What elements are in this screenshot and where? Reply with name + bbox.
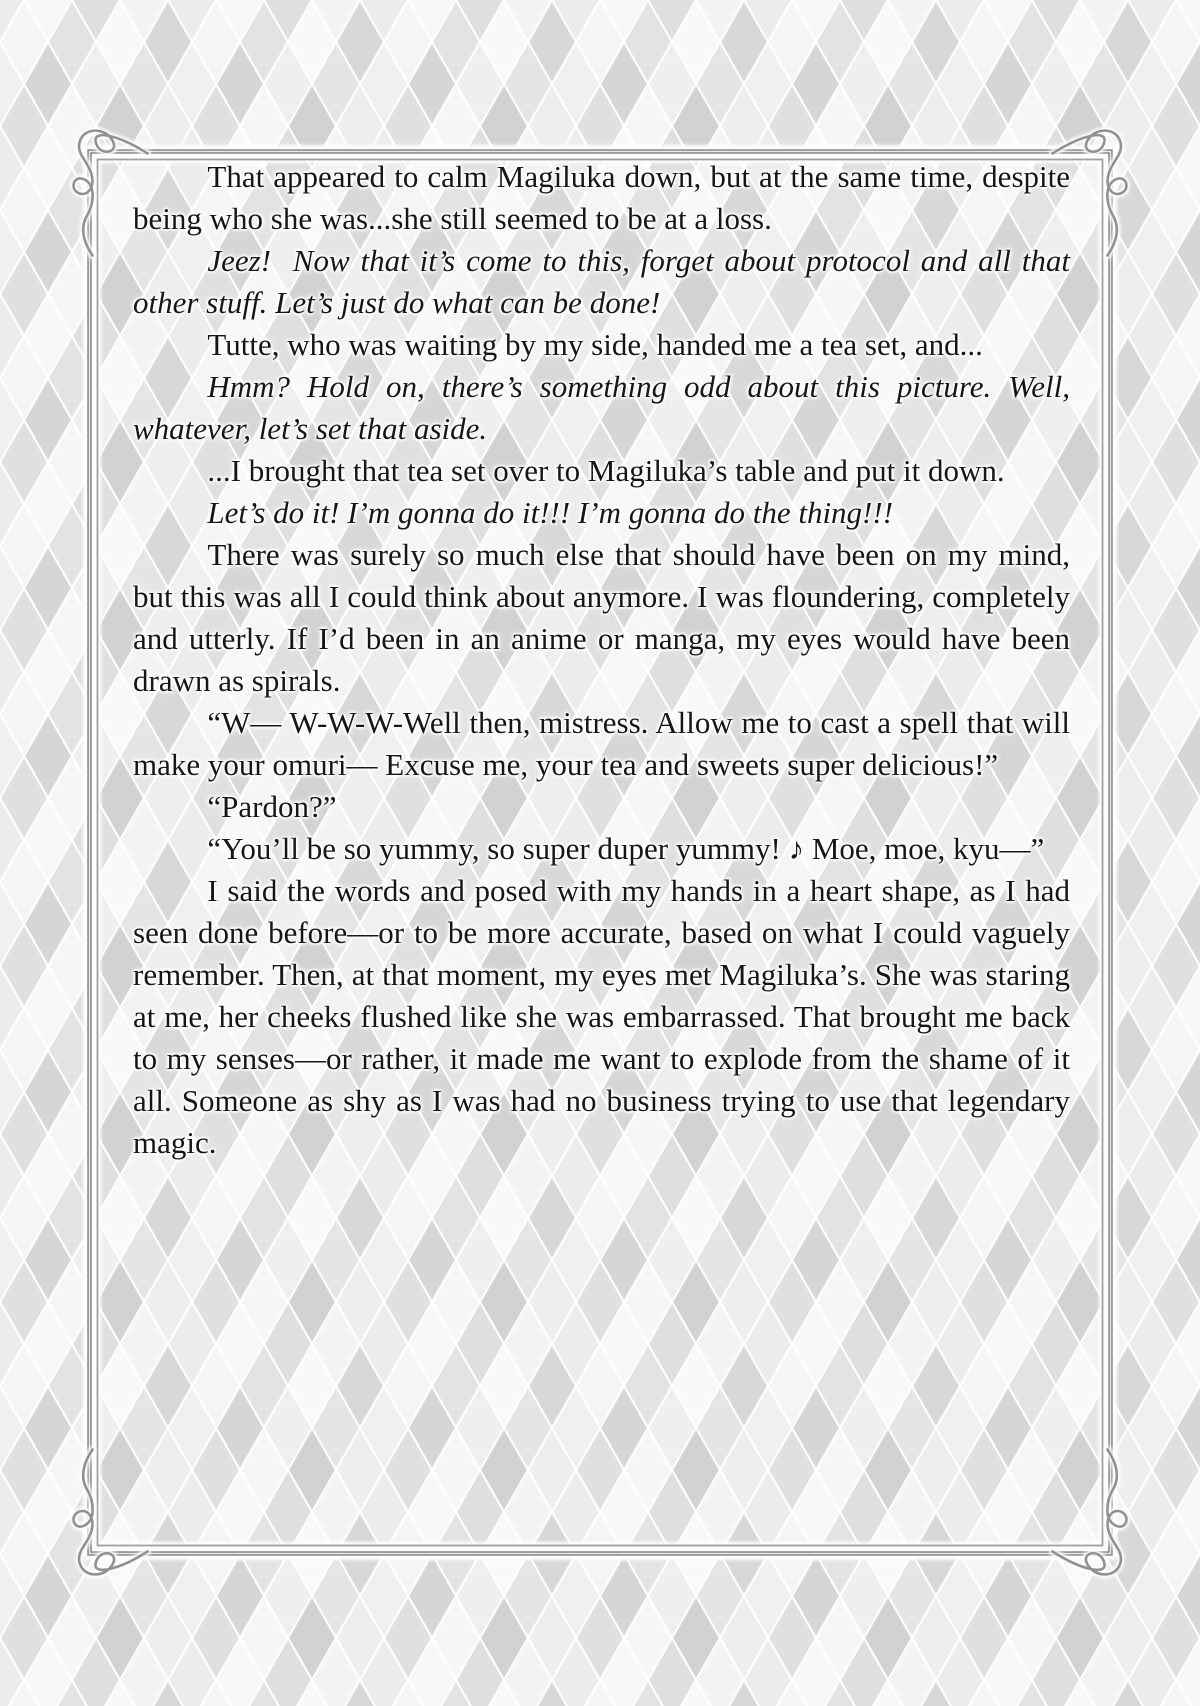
paragraph: Hmm? Hold on, there’s something odd about this picture. Well, whatever, let’s set that aside. [133, 369, 1070, 446]
paragraph: That appeared to calm Magiluka down, but at the same time, despite being who she was...she still seemed to be at a loss. [133, 159, 1070, 236]
paragraph: ...I brought that tea set over to Magiluka’s table and put it down. [207, 453, 1005, 488]
paragraph: There was surely so much else that should have been on my mind, but this was all I could think about anymore. I was floundering, completely and utterly. If I’d been in an anime or manga, my eyes would have been drawn as spirals. [133, 537, 1070, 698]
page-text [133, 156, 1070, 1164]
paragraph: I said the words and posed with my hands in a heart shape, as I had seen done before—or to be more accurate, based on what I could vaguely remember. Then, at that moment, my eyes met Magiluka’s. She was staring at me, her cheeks flushed like she was embarrassed. That brought me back to my senses—or rather, it made me want to explode from the shame of it all. Someone as shy as I was had no business trying to use that legendary magic. [133, 873, 1070, 1160]
paragraph: Tutte, who was waiting by my side, handed me a tea set, and... [207, 327, 983, 362]
paragraph: Let’s do it! I’m gonna do it!!! I’m gonna do the thing!!! [207, 495, 894, 530]
paragraph: “W— W-W-W-Well then, mistress. Allow me to cast a spell that will make your omuri— Excuse me, your tea and sweets super delicious!” [133, 705, 1070, 782]
paragraph: Jeez! Now that it’s come to this, forget about protocol and all that other stuff. Let’s just do what can be done! [133, 243, 1070, 320]
paragraph: “You’ll be so yummy, so super duper yummy! ♪ Moe, moe, kyu—” [207, 831, 1045, 866]
paragraph: “Pardon?” [207, 789, 337, 824]
